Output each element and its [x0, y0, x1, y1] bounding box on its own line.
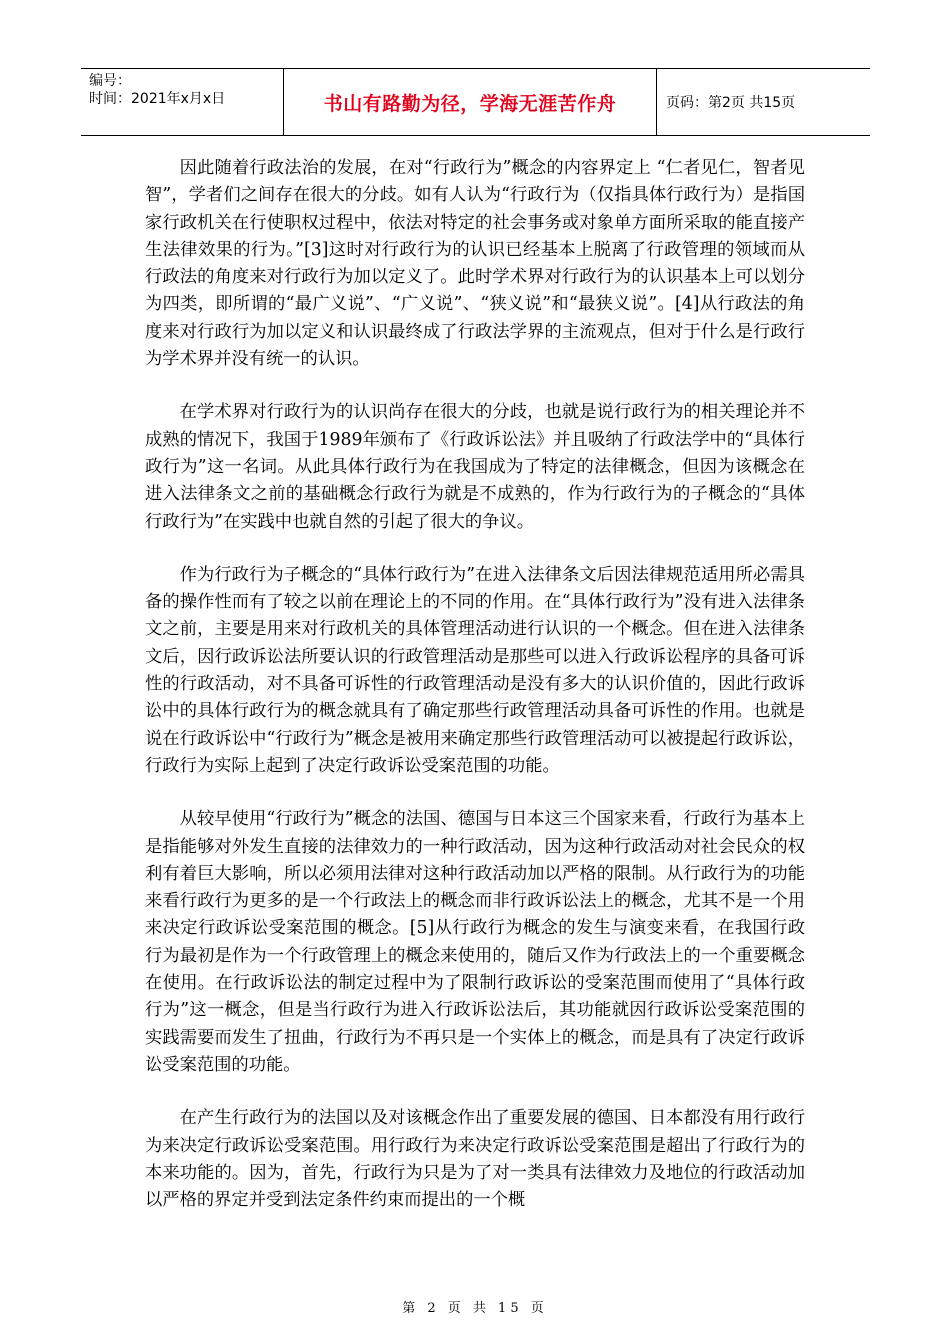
paragraph-3: 作为行政行为子概念的“具体行政行为”在进入法律条文后因法律规范适用所必需具备的操作性而有了较之以前在理论上的不同的作用。在“具体行政行为”没有进入法律条文之前，主要是用来对行政机关的具体管理活动进行认识的一个概念。但在进入法律条文后，因行政诉讼法所要认识的行政管理活动是那些可以进入行政诉讼程序的具备可诉性的行政活动，对不具备可诉性的行政管理活动是没有多大的认识价值的，因此行政诉讼中的具体行政行为的概念就具有了确定那些行政管理活动具备可诉性的作用。也就是说在行政诉讼中“行政行为”概念是被用来确定那些行政管理活动可以被提起行政诉讼，行政行为实际上起到了决定行政诉讼受案范围的功能。	[145, 564, 805, 776]
paragraph-1: 因此随着行政法治的发展，在对“行政行为”概念的内容界定上 “仁者见仁，智者见智”，学者们之间存在很大的分歧。如有人认为“行政行为（仅指具体行政行为）是指国家行政机关在行使职权过程中，依法对特定的社会事务或对象单方面所采取的能直接产生法律效果的行为。”[3]这时对行政行为的认识已经基本上脱离了行政管理的领域而从行政法的角度来对行政行为加以定义了。此时学术界对行政行为的认识基本上可以划分为四类，即所谓的“最广义说”、“广义说”、“狭义说”和“最狭义说”。[4]从行政法的角度来对行政行为加以定义和认识最终成了行政法学界的主流观点，但对于什么是行政行为学术界并没有统一的认识。	[145, 158, 805, 370]
header-info-cell	[81, 69, 284, 135]
header-motto: 书山有路勤为径，学海无涯苦作舟	[284, 69, 657, 135]
time-label: 时间：2021年x月x日	[89, 91, 226, 107]
document-body	[145, 155, 805, 1240]
paragraph-2: 在学术界对行政行为的认识尚存在很大的分歧，也就是说行政行为的相关理论并不成熟的情况下，我国于1989年颁布了《行政诉讼法》并且吸纳了行政法学中的“具体行政行为”这一名词。从此具体行政行为在我国成为了特定的法律概念，但因为该概念在进入法律条文之前的基础概念行政行为就是不成熟的，作为行政行为的子概念的“具体行政行为”在实践中也就自然的引起了很大的争议。	[145, 402, 805, 532]
page-footer: 第 2 页 共 15 页	[402, 1301, 548, 1316]
header-page-number: 页码：第2页 共15页	[666, 95, 796, 111]
serial-number-label: 编号：	[89, 73, 131, 89]
paragraph-5: 在产生行政行为的法国以及对该概念作出了重要发展的德国、日本都没有用行政行为来决定行政诉讼受案范围。用行政行为来决定行政诉讼受案范围是超出了行政行为的本来功能的。因为，首先，行政行为只是为了对一类具有法律效力及地位的行政活动加以严格的界定并受到法定条件约束而提出的一个概	[145, 1108, 805, 1211]
paragraph-4: 从较早使用“行政行为”概念的法国、德国与日本这三个国家来看，行政行为基本上是指能够对外发生直接的法律效力的一种行政活动，因为这种行政活动对社会民众的权利有着巨大影响，所以必须用法律对这种行政活动加以严格的限制。从行政行为的功能来看行政行为更多的是一个行政法上的概念而非行政诉讼法上的概念，尤其不是一个用来决定行政诉讼受案范围的概念。[5]从行政行为概念的发生与演变来看，在我国行政行为最初是作为一个行政管理上的概念来使用的，随后又作为行政法上的一个重要概念在使用。在行政诉讼法的制定过程中为了限制行政诉讼的受案范围而使用了“具体行政行为”这一概念，但是当行政行为进入行政诉讼法后，其功能就因行政诉讼受案范围的实践需要而发生了扭曲，行政行为不再只是一个实体上的概念，而是具有了决定行政诉讼受案范围的功能。	[145, 809, 805, 1075]
header-table	[81, 68, 870, 136]
